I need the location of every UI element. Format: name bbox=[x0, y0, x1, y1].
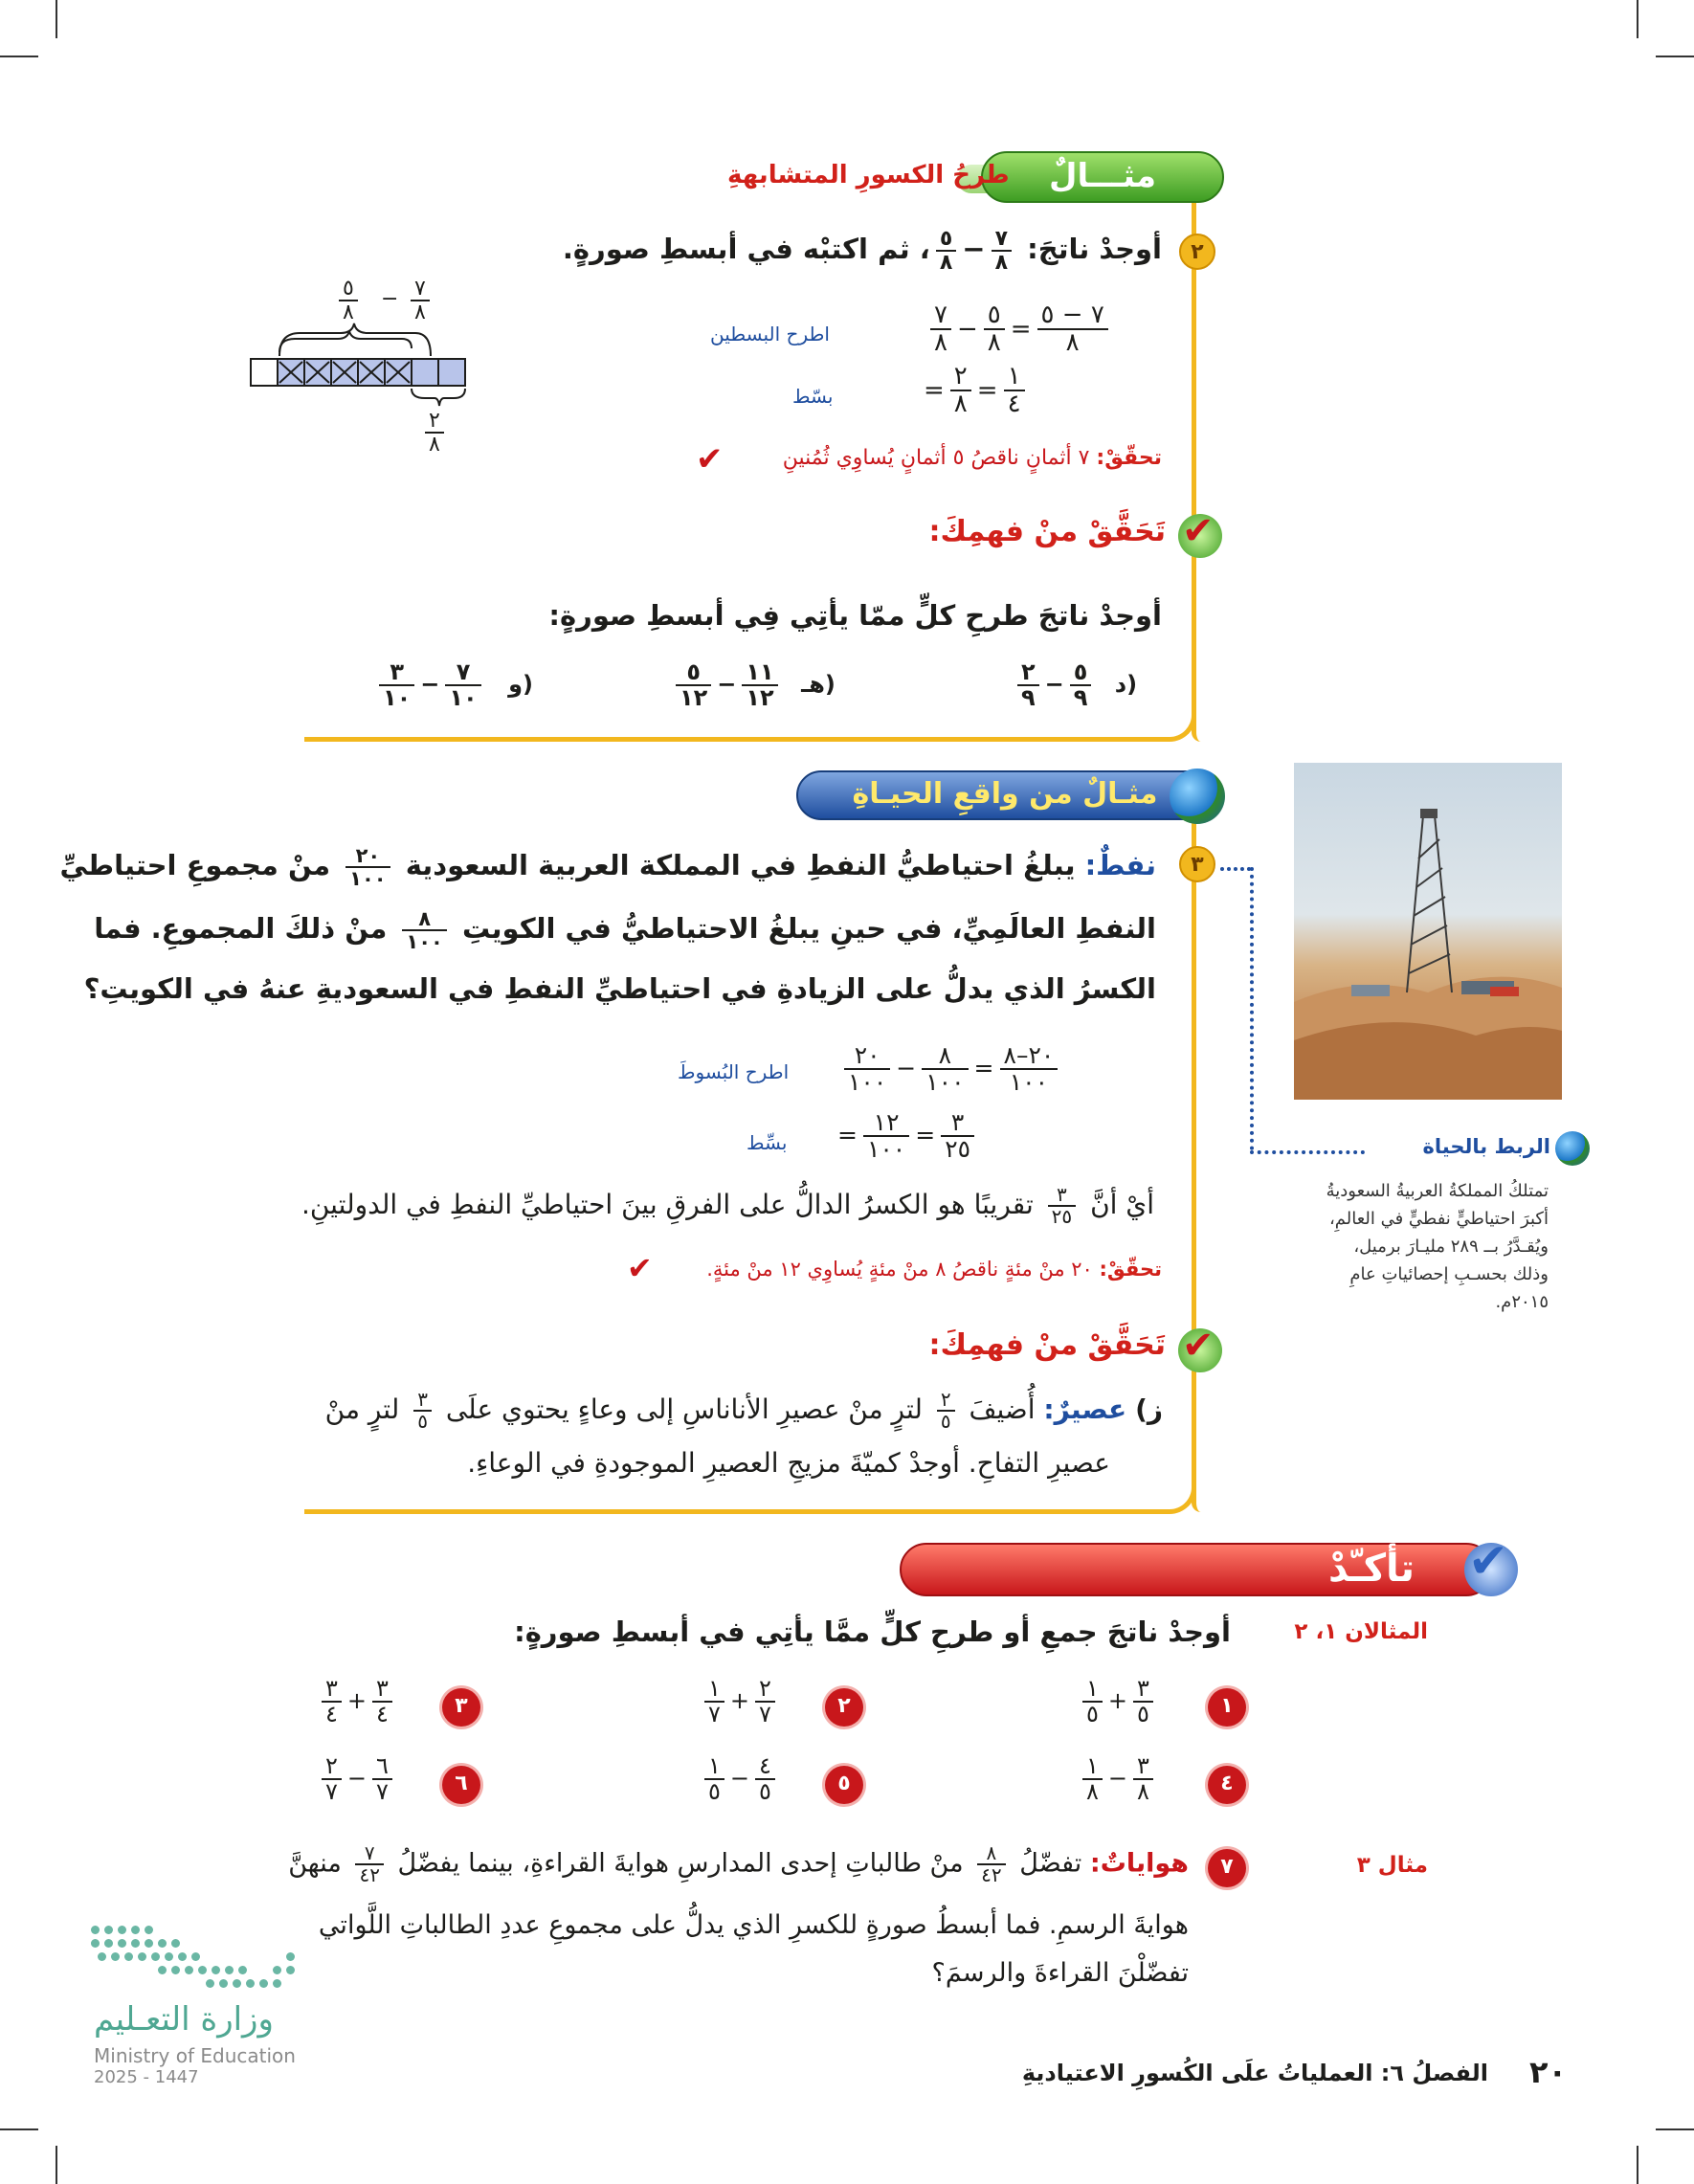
example-reference: مثال ٣ bbox=[1356, 1853, 1428, 1878]
exercise-2: $\frac{١}{٧}$ + $\frac{٢}{٧}$ bbox=[699, 1677, 781, 1727]
real-life-example-label: مثـالٌ من واقعِ الحيـاةِ bbox=[796, 770, 1214, 820]
chapter-title: الفصلُ ٦: العملياتُ علَى الكُسورِ الاعتياديةِ bbox=[1021, 2060, 1488, 2086]
check-mark-icon: ✔ bbox=[696, 440, 724, 479]
step1-equation: $\frac{٧}{٨}$ − $\frac{٥}{٨}$ = $\frac{٧ - ٥}{٨}$ bbox=[925, 302, 1114, 357]
understand2-title: تَحَقَّقْ منْ فهمِكَ: bbox=[928, 1328, 1166, 1362]
exercise-number: ٣ bbox=[442, 1688, 480, 1727]
exercise-1: $\frac{١}{٥}$ + $\frac{٣}{٥}$ bbox=[1077, 1677, 1159, 1727]
exercise-number: ٢ bbox=[825, 1688, 863, 1727]
understand2-line1: ز) عصيرٌ: أُضيفَ $\frac{٢}{٥}$ لترٍ منْ عصيرِ الأناناسِ إلى وعاءٍ يحتوي علَى $\frac{٣}{٥}$ لترٍ منْ bbox=[324, 1388, 1163, 1433]
crop-mark bbox=[0, 56, 38, 57]
connector-line bbox=[1250, 867, 1254, 1150]
understand-item-h: $\frac{٥}{١٢}$ − $\frac{١١}{١٢}$ هـ) bbox=[670, 660, 836, 710]
example2-check: تحقّقْ: ٢٠ منْ مئةٍ ناقصُ ٨ منْ مئةٍ يُساوِي ١٢ منْ مئةٍ. bbox=[706, 1258, 1162, 1281]
check-line: تحقّقْ: ٧ أثمانٍ ناقصُ ٥ أثمانٍ يُساوِي ثُمُنينِ bbox=[782, 446, 1162, 470]
ministry-name-ar: وزارة التعـليم bbox=[94, 2000, 274, 2039]
checkmark-icon: ✔ bbox=[1468, 1533, 1508, 1589]
step1-note: اطرح البسطين bbox=[710, 323, 830, 345]
q7-line1: هواياتٌ: تفضّلُ $\frac{٨}{٤٢}$ منْ طالباتِ إحدى المدارسِ هوايةَ القراءةِ، بينما يفضّلُ $\frac{٧}{٤٢}$ منهنَّ bbox=[288, 1841, 1189, 1886]
page-number: ٢٠ bbox=[1528, 2054, 1567, 2090]
check-mark-icon: ✔ bbox=[627, 1250, 653, 1286]
step2-equation: = $\frac{٢}{٨}$ = $\frac{١}{٤}$ bbox=[924, 364, 1031, 418]
connector-line bbox=[1250, 1150, 1365, 1154]
fraction-bar-diagram: $\frac{٥}{٨}$ − $\frac{٧}{٨}$ $\frac{٢}{٨}$ bbox=[247, 278, 467, 445]
example2-step2: = $\frac{١٢}{١٠٠}$ = $\frac{٣}{٢٥}$ bbox=[837, 1110, 980, 1163]
crop-mark bbox=[1637, 2146, 1638, 2184]
crop-mark bbox=[1637, 0, 1638, 38]
problem-line-1: نفطٌ: يبلغُ احتياطيُّ النفطِ في المملكة العربية السعودية $\frac{٢٠}{١٠٠}$ منْ مجموعِ احتياطيِّ bbox=[59, 843, 1156, 890]
confirm-prompt: أوجدْ ناتجَ جمعِ أو طرحِ كلٍّ ممَّا يأتِي في أبسطِ صورةٍ: bbox=[514, 1616, 1231, 1648]
example2-step1: $\frac{٢٠}{١٠٠}$ − $\frac{٨}{١٠٠}$ = $\frac{٢٠-٨}{١٠٠}$ bbox=[838, 1043, 1063, 1096]
sidebar-text: تمتلكُ المملكةُ العربيةُ السعوديةُ أكبرَ احتياطيٍّ نفطيٍّ في العالمِ، ويُقـدَّرُ بــ ٢٨٩ مليـارَ برميل، وذلك بحسـبِ إحصائياتِ عامِ ٢٠١٥م. bbox=[1326, 1181, 1549, 1312]
oil-rig-photo bbox=[1294, 763, 1562, 1100]
edition-year: 2025 - 1447 bbox=[94, 2067, 199, 2087]
exercise-5: $\frac{١}{٥}$ − $\frac{٤}{٥}$ bbox=[699, 1754, 781, 1804]
step2-note: بسّط bbox=[792, 385, 834, 408]
example-label: مثـــالٌ bbox=[981, 151, 1224, 203]
example2-conclusion: أيْ أنَّ $\frac{٣}{٢٥}$ تقريبًا هو الكسرُ الدالُّ على الفرقِ بينَ احتياطيِّ النفطِ في الدولتينِ. bbox=[301, 1183, 1154, 1228]
problem-line-3: الكسرُ الذي يدلُّ على الزيادةِ في احتياطيِّ النفطِ في السعوديةِ عنهُ في الكويتِ؟ bbox=[83, 972, 1156, 1005]
oil-rig-illustration bbox=[1294, 763, 1562, 1100]
crop-mark bbox=[1656, 2128, 1694, 2130]
q7-line2: هوايةَ الرسمِ. فما أبسطُ صورةٍ للكسرِ الذي يدلُّ على مجموعِ عددِ الطالباتِ اللَّواتي bbox=[318, 1910, 1189, 1940]
problem-number: ٣ bbox=[1179, 846, 1215, 882]
problem-number: ٢ bbox=[1179, 234, 1215, 270]
crop-mark bbox=[56, 2146, 57, 2184]
example2-frame bbox=[1192, 823, 1201, 1512]
example-title: طرحُ الكسورِ المتشابهةِ bbox=[727, 161, 1010, 189]
crop-mark bbox=[56, 0, 57, 38]
example-frame bbox=[1192, 191, 1201, 742]
confirm-title: تأكـّدْ bbox=[1327, 1547, 1415, 1591]
examples-reference: المثالان ١، ٢ bbox=[1294, 1619, 1428, 1644]
exercise-4: $\frac{١}{٨}$ − $\frac{٣}{٨}$ bbox=[1077, 1754, 1159, 1804]
exercise-6: $\frac{٢}{٧}$ − $\frac{٦}{٧}$ bbox=[316, 1754, 398, 1804]
example2-step1-note: اطرح البُسوطَ bbox=[678, 1060, 790, 1083]
exercise-number: ٧ bbox=[1208, 1849, 1246, 1887]
exercise-number: ٦ bbox=[442, 1766, 480, 1804]
understand-item-d: $\frac{٢}{٩}$ − $\frac{٥}{٩}$ د) bbox=[1012, 660, 1137, 710]
checkmark-icon: ✔ bbox=[1182, 509, 1215, 553]
ministry-logo-dots bbox=[91, 1916, 301, 2002]
q7-line3: تفضّلْنَ القراءةَ والرسمَ؟ bbox=[931, 1958, 1189, 1988]
checkmark-icon: ✔ bbox=[1182, 1324, 1215, 1368]
problem-statement: أوجدْ ناتجَ: $\frac{٧}{٨}$ − $\frac{٥}{٨}$ ، ثم اكتبْه في أبسطِ صورةٍ. bbox=[562, 227, 1162, 276]
understand-title: تَحَقَّقْ منْ فهمِكَ: bbox=[928, 515, 1166, 548]
exercise-3: $\frac{٣}{٤}$ + $\frac{٣}{٤}$ bbox=[316, 1677, 398, 1727]
understand2-line2: عصيرِ التفاحِ. أوجدْ كميّةَ مزيجِ العصيرِ الموجودةِ في الوعاءِ. bbox=[467, 1447, 1110, 1479]
globe-icon bbox=[1170, 769, 1225, 824]
globe-icon bbox=[1555, 1131, 1590, 1166]
exercise-number: ٥ bbox=[825, 1766, 863, 1804]
connector-line bbox=[1220, 867, 1251, 871]
crop-mark bbox=[1656, 56, 1694, 57]
crop-mark bbox=[0, 2128, 38, 2130]
exercise-number: ٤ bbox=[1208, 1766, 1246, 1804]
understand-item-w: $\frac{٣}{١٠}$ − $\frac{٧}{١٠}$ و) bbox=[373, 660, 533, 710]
problem-line-2: النفطِ العالَمِيِّ، في حينِ يبلغُ الاحتياطيُّ في الكويتِ $\frac{٨}{١٠٠}$ منْ ذلكَ المجموعِ. فما bbox=[94, 906, 1156, 953]
understand-prompt: أوجدْ ناتجَ طرحِ كلٍّ ممّا يأتِي فِي أبسطِ صورةٍ: bbox=[548, 599, 1162, 632]
ministry-name-en: Ministry of Education bbox=[94, 2044, 296, 2067]
sidebar-title: الربط بالحياة bbox=[1422, 1135, 1550, 1158]
example2-step2-note: بسِّط bbox=[747, 1131, 788, 1154]
exercise-number: ١ bbox=[1208, 1688, 1246, 1727]
